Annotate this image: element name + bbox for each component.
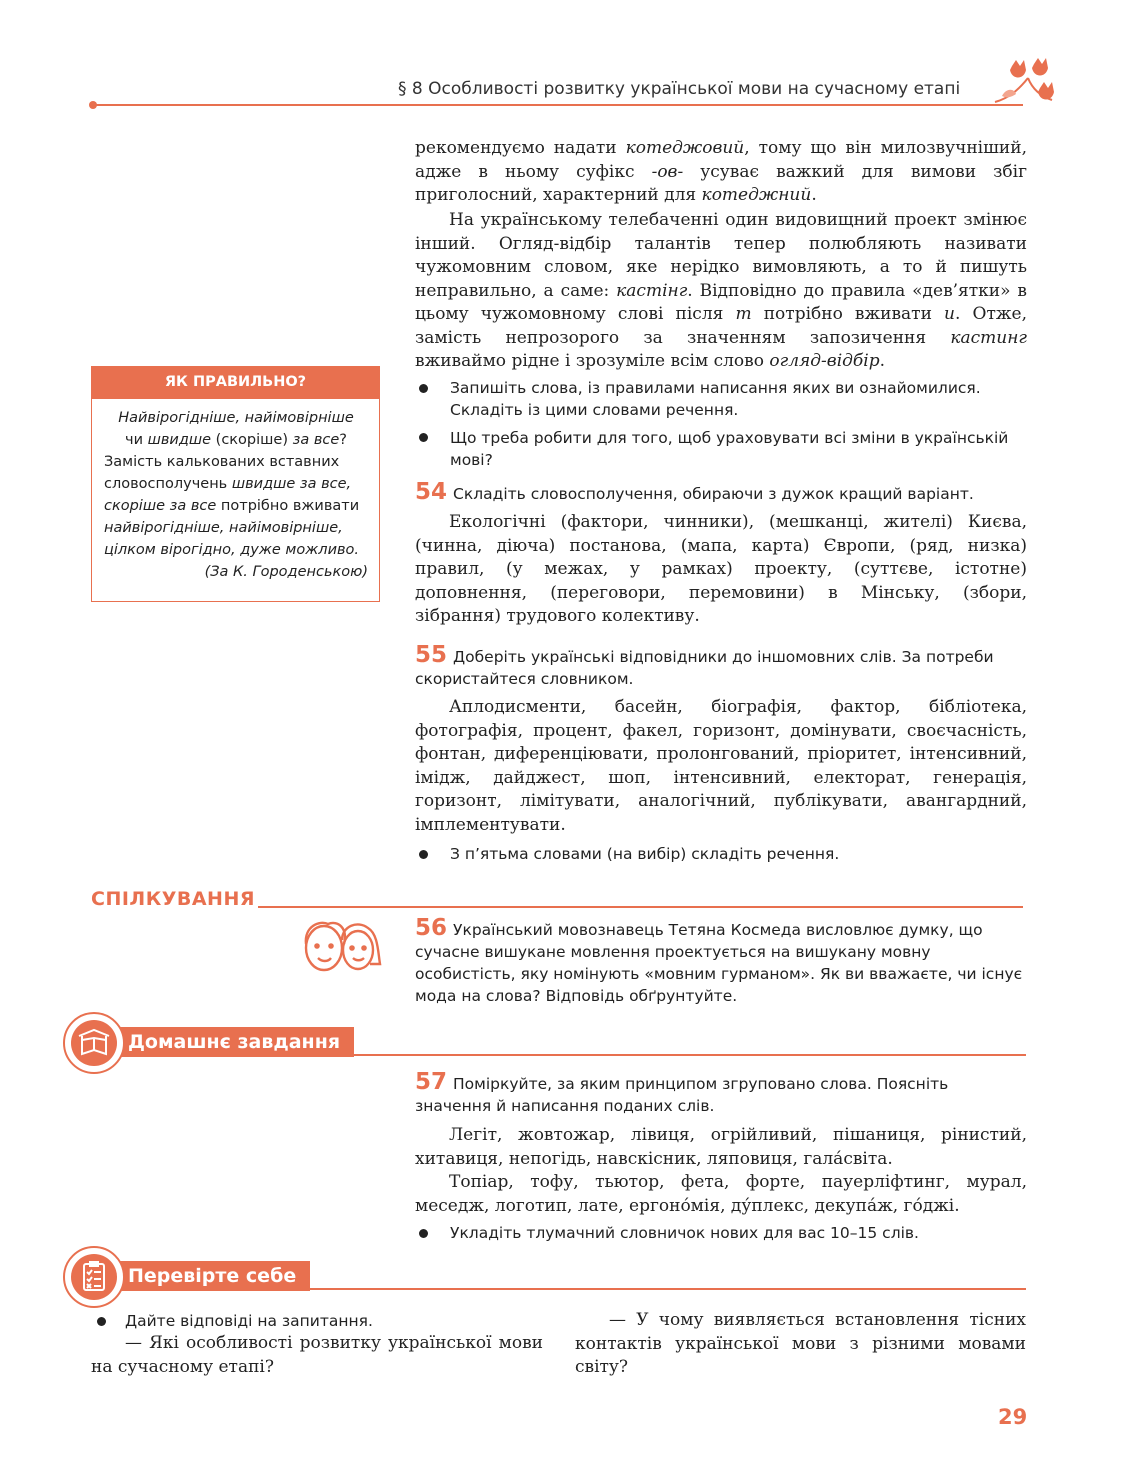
intro-bullet-1: Запишіть слова, із правилами написання яких ви ознайомилися. Складіть із цими словами речення. — [450, 379, 981, 419]
hint-question-line2: чи швидше (скоріше) за все? — [125, 432, 347, 448]
running-header: § 8 Особливості розвитку української мови на сучасному етапі — [398, 79, 961, 99]
section-title: СПІЛКУВАННЯ — [91, 888, 255, 910]
exercise-number: 54 — [415, 479, 448, 505]
hint-question-line1: Найвірогідніше, найімовірніше — [118, 410, 354, 426]
check-label: Перевірте себе — [118, 1261, 310, 1291]
hint-source: (За К. Городенською) — [204, 564, 368, 580]
exercise-55-task: 55 Доберіть українські відповідники до іншомовних слів. За потреби скористайтеся словником. — [415, 642, 994, 688]
bullet-icon — [419, 850, 428, 859]
exercise-55-text: Аплодисменти, басейн, біографія, фактор, бібліотека, фотографія, процент, факел, горизонт, домінувати, своєчасність, фонтан, диференціювати, пролонгований, пріоритет, інтенсивний, імідж, дайджест, шоп, інтенсивний, електорат, генерація, горизонт, лімітувати, аналогічний, публікувати, авангардний, імплементувати. — [415, 697, 1027, 835]
intro-bullet-2: Що треба робити для того, щоб ураховувати всі зміни в українській мові? — [450, 429, 1009, 469]
exercise-56-task: 56 Український мовознавець Тетяна Космеда висловлює думку, що сучасне вишукане мовлення проектується на вишукану мовну особистість, яку номінують «мовним гурманом». Як ви вважаєте, чи існує мода на слова? Відповідь обґрунтуйте. — [415, 915, 1023, 1005]
check-bullet: Дайте відповіді на запитання. — [125, 1312, 373, 1330]
bullet-icon — [419, 433, 428, 442]
exercise-57-text-1: Легіт, жовтожар, лівиця, огрійливий, пішаниця, рінистий, хитавиця, непогідь, навскісник, ляповиця, гала́світа. — [415, 1125, 1027, 1169]
hint-explanation: Замість калькованих вставних словосполучень швидше за все, скоріше за все потрібно вживати найвірогідніше, найімовірніше, цілком вірогідно, дуже можливо. — [104, 454, 360, 558]
exercise-number: 55 — [415, 642, 448, 668]
exercise-number: 56 — [415, 915, 448, 941]
intro-paragraph-1: рекомендуємо надати котеджовий, тому що він милозвучніший, адже в ньому суфікс -ов- усуває важкий для вимови збіг приголосний, характерний для котеджний. — [415, 138, 1027, 205]
exercise-57-task: 57 Поміркуйте, за яким принципом згруповано слова. Поясніть значення й написання поданих слів. — [415, 1069, 949, 1115]
open-book-icon — [71, 1020, 117, 1066]
tulip-ornament-icon — [990, 58, 1065, 118]
section-rule — [258, 906, 1023, 908]
header-rule — [93, 104, 1023, 106]
exercise-54-task: 54 Складіть словосполучення, обираючи з дужок кращий варіант. — [415, 479, 974, 505]
homework-rule — [352, 1054, 1026, 1056]
two-faces-icon — [298, 918, 382, 974]
check-question-2: — У чому виявляється встановлення тісних контактів української мови з різними мовами світу? — [575, 1310, 1026, 1377]
exercise-57-bullet: Укладіть тлумачний словничок нових для вас 10–15 слів. — [450, 1224, 919, 1242]
check-question-1: — Які особливості розвитку української мови на сучасному етапі? — [91, 1333, 543, 1377]
page-number: 29 — [998, 1405, 1028, 1429]
homework-label: Домашнє завдання — [118, 1027, 354, 1057]
hint-box-heading: ЯК ПРАВИЛЬНО? — [91, 366, 380, 399]
exercise-54-text: Екологічні (фактори, чинники), (мешканці, жителі) Києва, (чинна, діюча) постанова, (мапа, карта) Європи, (ряд, низка) правил, (у межах, у рамках) проекту, (суттєве, істотне) доповнення, (переговори, перемовини) в Мінську, (збори, зібрання) трудового колективу. — [415, 512, 1027, 626]
bullet-icon — [419, 384, 428, 393]
bullet-icon — [97, 1317, 106, 1326]
exercise-55-bullet: З п’ятьма словами (на вибір) складіть речення. — [450, 845, 840, 863]
check-rule — [310, 1288, 1026, 1290]
intro-paragraph-2: На українському телебаченні один видовищний проект змінює інший. Огляд-відбір талантів тепер полюбляють називати чужомовним словом, яке нерідко вимовляють, а то й пишуть неправильно, а саме: кастінг. Відповідно до правила «дев’ятки» в цьому чужомовному слові після т потрібно вживати и. Отже, замість непрозорого за значенням запозичення кастинг вживаймо рідне і зрозуміле всім слово огляд-відбір. — [415, 210, 1027, 371]
hint-box-body — [104, 407, 368, 583]
exercise-number: 57 — [415, 1069, 448, 1095]
bullet-icon — [419, 1229, 428, 1238]
checklist-icon — [71, 1254, 117, 1300]
exercise-57-text-2: Топіар, тофу, тьютор, фета, форте, пауерліфтинг, мурал, меседж, логотип, лате, ергоно́мія, ду́плекс, декупа́ж, го́джі. — [415, 1172, 1027, 1216]
